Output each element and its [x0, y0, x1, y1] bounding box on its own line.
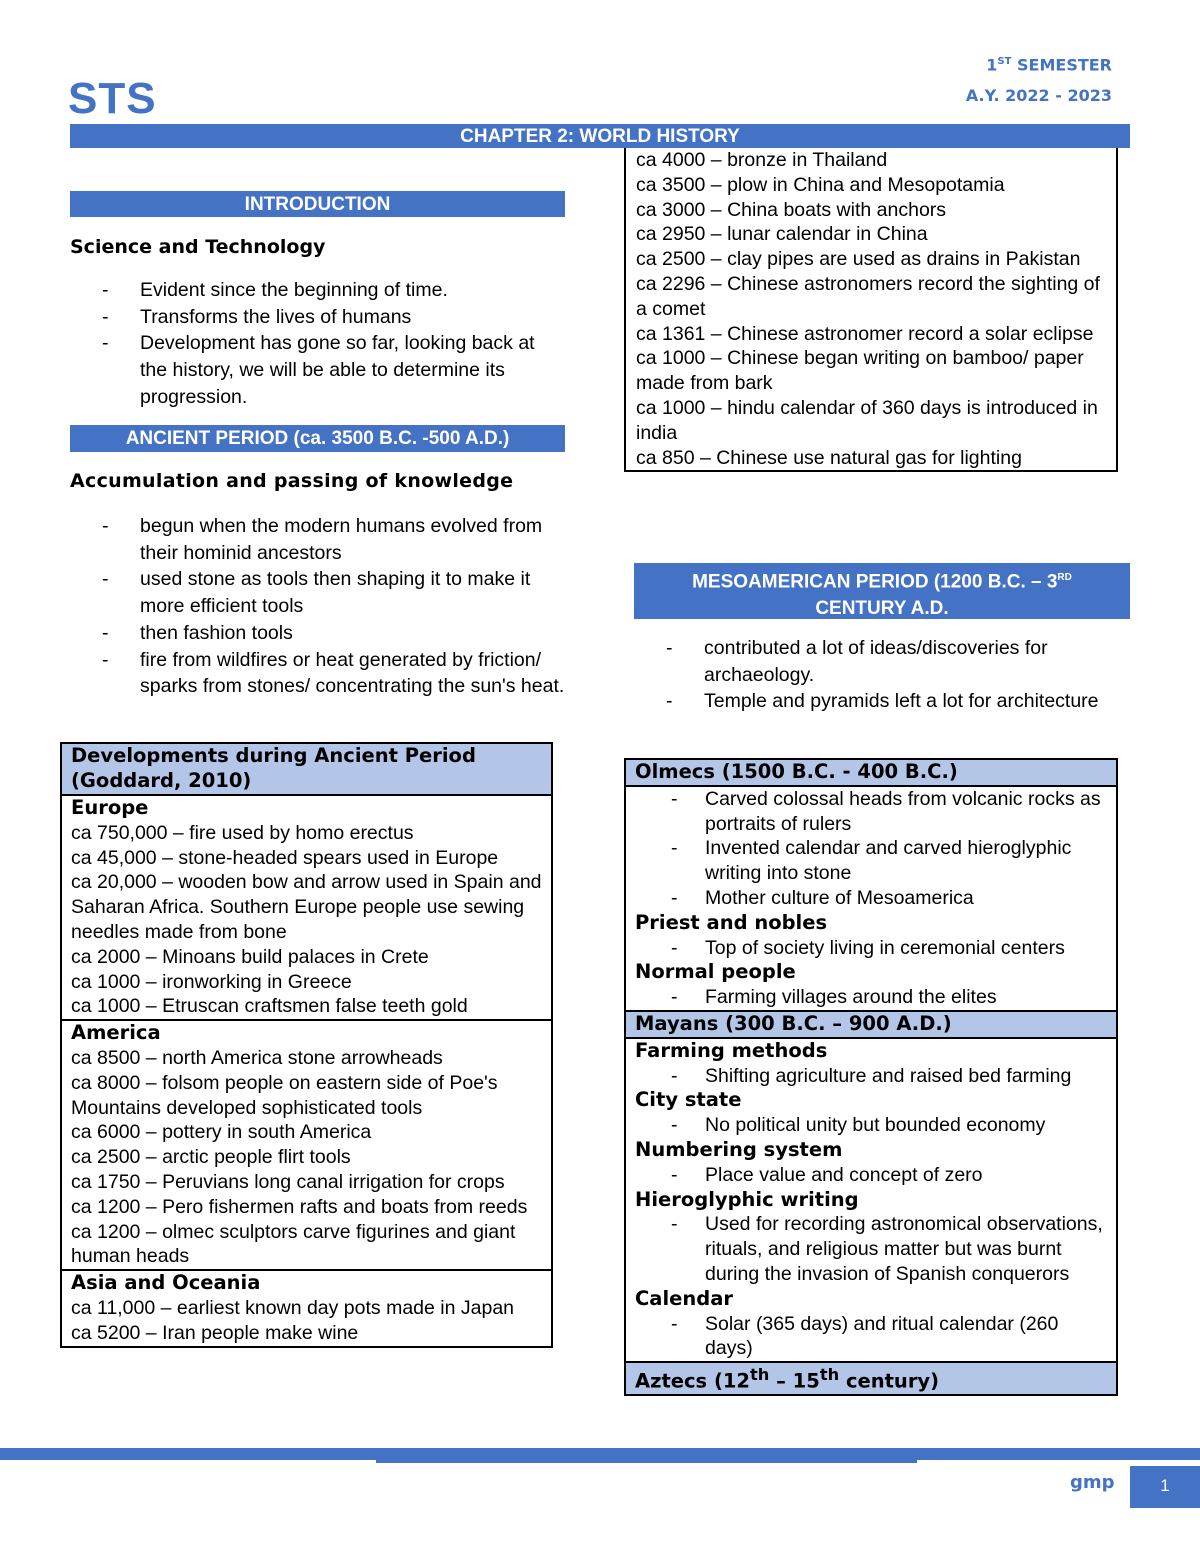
list-item: ca 20,000 – wooden bow and arrow used in Spain and Saharan Africa. Southern Europe people use sewing needles made from bone	[71, 871, 542, 943]
list-item: ca 5200 – Iran people make wine	[71, 1321, 359, 1344]
list-item: ca 1200 – olmec sculptors carve figurines and giant human heads	[71, 1220, 516, 1268]
meso-heading-main: MESOAMERICAN PERIOD (1200 B.C. – 3	[692, 571, 1058, 593]
list-item: - Place value and concept of zero	[635, 1163, 1107, 1188]
asia-oceania-group	[62, 1269, 551, 1345]
semester-number: 1	[986, 55, 998, 75]
list-item: ca 3500 – plow in China and Mesopotamia	[636, 173, 1005, 196]
intro-subheading: Science and Technology	[70, 236, 326, 258]
europe-title: Europe	[71, 796, 149, 819]
aztecs-header-part: Aztecs (12	[635, 1369, 750, 1393]
list-item: ca 2500 – clay pipes are used as drains in Pakistan	[636, 248, 1081, 271]
numbering-system-list	[635, 1163, 1107, 1188]
list-item: - Mother culture of Mesoamerica	[635, 886, 1107, 911]
list-item: - Transforms the lives of humans	[70, 304, 565, 331]
america-group	[62, 1019, 551, 1269]
list-item: ca 1000 – hindu calendar of 360 days is introduced in india	[636, 396, 1098, 444]
list-item: - Top of society living in ceremonial centers	[635, 936, 1107, 961]
chapter-banner: CHAPTER 2: WORLD HISTORY	[70, 124, 1130, 148]
footer-rule	[0, 1448, 1200, 1460]
mesoamerican-period-heading	[634, 563, 1130, 619]
ancient-period-heading: ANCIENT PERIOD (ca. 3500 B.C. -500 A.D.)	[70, 425, 565, 452]
hieroglyphic-writing-list	[635, 1212, 1107, 1286]
list-item: - Carved colossal heads from volcanic rocks as portraits of rulers	[635, 787, 1107, 837]
aztecs-header	[626, 1361, 1116, 1394]
introduction-heading: INTRODUCTION	[70, 191, 565, 217]
meso-bullet-list	[634, 635, 1114, 715]
list-item: ca 750,000 – fire used by homo erectus	[71, 821, 414, 844]
list-item: ca 11,000 – earliest known day pots made in Japan	[71, 1296, 515, 1319]
footer-author-tag: gmp	[1070, 1472, 1115, 1493]
academic-year: A.Y. 2022 - 2023	[965, 86, 1112, 106]
mayans-body	[626, 1037, 1116, 1361]
ancient-subheading: Accumulation and passing of knowledge	[70, 470, 514, 492]
list-item: ca 1200 – Pero fishermen rafts and boats from reeds	[71, 1195, 528, 1218]
list-item: ca 2500 – arctic people flirt tools	[71, 1146, 351, 1169]
list-item: - Evident since the beginning of time.	[70, 277, 565, 304]
aztecs-ordinal: th	[819, 1365, 840, 1385]
normal-people-title: Normal people	[635, 960, 796, 984]
america-title: America	[71, 1021, 161, 1045]
calendar-list	[635, 1312, 1107, 1362]
asia-timeline-continued	[624, 148, 1118, 472]
list-item: ca 6000 – pottery in south America	[71, 1121, 372, 1144]
ancient-bullet-list	[70, 513, 565, 700]
meso-heading-line1	[634, 564, 1130, 595]
normal-people-list	[635, 985, 1107, 1010]
city-state-title: City state	[635, 1088, 742, 1112]
olmecs-body	[626, 785, 1116, 1010]
list-item: ca 2950 – lunar calendar in China	[636, 223, 928, 246]
asia-oceania-title: Asia and Oceania	[71, 1271, 261, 1295]
document-title: STS	[68, 74, 157, 123]
list-item: ca 1750 – Peruvians long canal irrigation for crops	[71, 1170, 505, 1193]
aztecs-ordinal: th	[750, 1365, 770, 1385]
mayans-header: Mayans (300 B.C. – 900 A.D.)	[626, 1010, 1116, 1037]
list-item: ca 1000 – ironworking in Greece	[71, 970, 352, 993]
developments-table-title: Developments during Ancient Period (Goddard, 2010)	[62, 744, 551, 794]
priests-title: Priest and nobles	[635, 910, 828, 934]
europe-group	[62, 794, 551, 1019]
olmecs-list	[635, 787, 1107, 911]
list-item: ca 1000 – Etruscan craftsmen false teeth gold	[71, 995, 468, 1018]
numbering-system-title: Numbering system	[635, 1137, 843, 1161]
semester-line	[966, 46, 1112, 80]
footer-rule-accent	[376, 1460, 917, 1463]
list-item: ca 1000 – Chinese began writing on bamboo/ paper made from bark	[636, 347, 1084, 395]
list-item: - used stone as tools then shaping it to make it more efficient tools	[70, 566, 565, 619]
list-item: ca 4000 – bronze in Thailand	[636, 149, 888, 171]
list-item: - Development has gone so far, looking back at the history, we will be able to determine its progression.	[70, 330, 565, 410]
list-item: ca 2296 – Chinese astronomers record the sighting of a comet	[636, 272, 1100, 320]
list-item: - begun when the modern humans evolved from their hominid ancestors	[70, 513, 565, 566]
mesoamerican-table	[624, 758, 1118, 1396]
city-state-list	[635, 1113, 1107, 1138]
list-item: ca 2000 – Minoans build palaces in Crete	[71, 945, 429, 968]
list-item: - Invented calendar and carved hieroglyphic writing into stone	[635, 836, 1107, 886]
farming-methods-title: Farming methods	[635, 1038, 828, 1062]
meso-heading-line2: CENTURY A.D.	[815, 598, 949, 620]
intro-bullet-list	[70, 277, 565, 411]
list-item: - contributed a lot of ideas/discoveries for archaeology.	[634, 635, 1114, 688]
olmecs-header: Olmecs (1500 B.C. - 400 B.C.)	[626, 760, 1116, 785]
developments-table	[60, 742, 553, 1348]
semester-ordinal: ST	[997, 56, 1012, 67]
list-item: - Farming villages around the elites	[635, 985, 1107, 1010]
list-item: - No political unity but bounded economy	[635, 1113, 1107, 1138]
list-item: - fire from wildfires or heat generated by friction/ sparks from stones/ concentrating the sun's heat.	[70, 647, 565, 700]
list-item: - then fashion tools	[70, 620, 565, 647]
list-item: - Solar (365 days) and ritual calendar (260 days)	[635, 1312, 1107, 1362]
list-item: ca 1361 – Chinese astronomer record a solar eclipse	[636, 322, 1094, 345]
calendar-title: Calendar	[635, 1286, 733, 1310]
priests-list	[635, 936, 1107, 961]
list-item: ca 8000 – folsom people on eastern side of Poe's Mountains developed sophisticated tools	[71, 1071, 498, 1119]
aztecs-header-part: century)	[839, 1369, 940, 1393]
list-item: ca 8500 – north America stone arrowheads	[71, 1046, 443, 1069]
list-item: ca 3000 – China boats with anchors	[636, 198, 947, 221]
list-item: - Shifting agriculture and raised bed farming	[635, 1064, 1107, 1089]
semester-info	[966, 46, 1112, 111]
aztecs-header-part: – 15	[769, 1369, 820, 1393]
hieroglyphic-writing-title: Hieroglyphic writing	[635, 1187, 859, 1211]
page-number: 1	[1130, 1466, 1200, 1508]
list-item: ca 850 – Chinese use natural gas for lighting	[636, 446, 1022, 469]
list-item: - Temple and pyramids left a lot for architecture	[634, 688, 1114, 715]
semester-label: SEMESTER	[1011, 55, 1112, 75]
list-item: ca 45,000 – stone-headed spears used in Europe	[71, 846, 499, 869]
farming-methods-list	[635, 1064, 1107, 1089]
list-item: - Used for recording astronomical observations, rituals, and religious matter but was burnt during the invasion of Spanish conquerors	[635, 1212, 1107, 1286]
meso-heading-ordinal: RD	[1057, 572, 1072, 583]
